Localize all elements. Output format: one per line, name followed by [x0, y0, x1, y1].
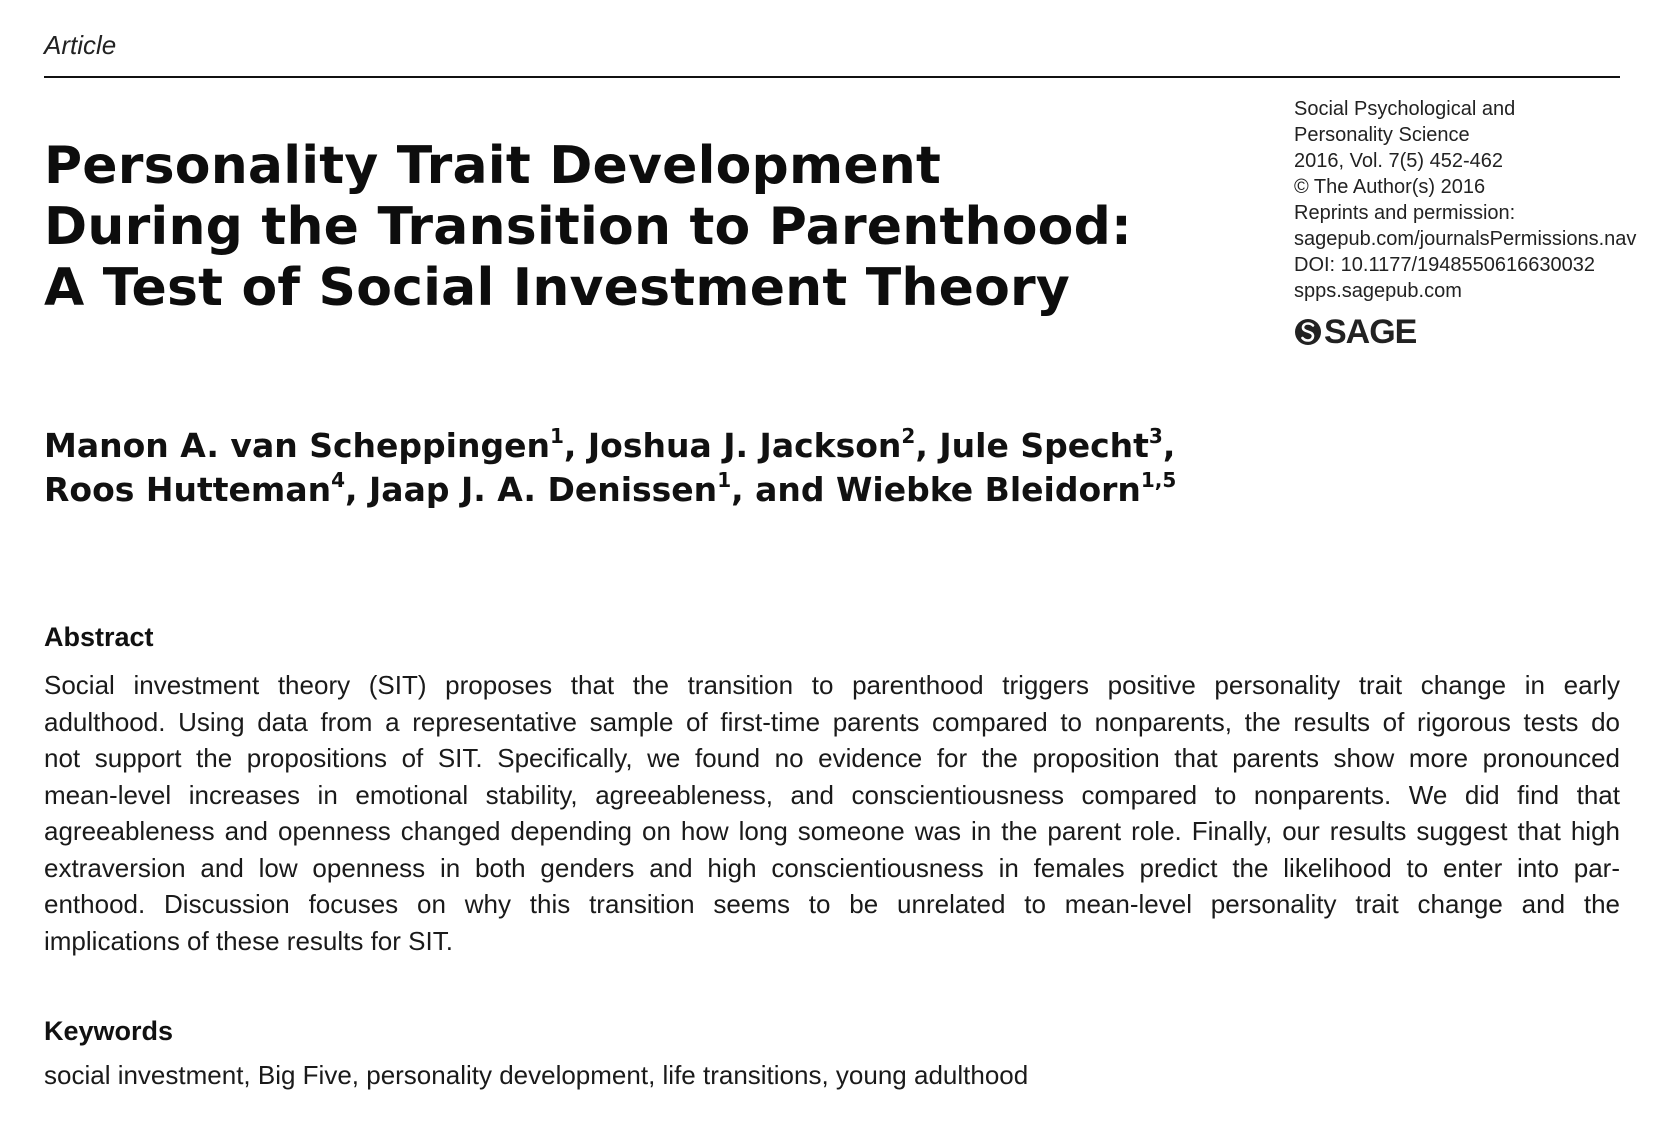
author-affiliation[interactable]: 1,5 — [1140, 468, 1177, 492]
article-type-label: Article — [44, 30, 117, 60]
abstract-line: adulthood. Using data from a representative sample of first-time parents compared to nonparents, the results of rigorous tests do — [44, 706, 1620, 737]
journal-name-line-2: Personality Science — [1294, 124, 1470, 146]
author-affiliation[interactable]: 1 — [717, 468, 732, 492]
journal-volume: 2016, Vol. 7(5) 452-462 — [1294, 150, 1504, 172]
abstract-line: not support the propositions of SIT. Specifically, we found no evidence for the proposition that parents show more pronounced — [44, 743, 1620, 773]
abstract-body — [44, 667, 1620, 959]
sage-logo-text: SAGE — [1324, 313, 1417, 351]
author-name: Jule Specht — [939, 426, 1149, 465]
author-separator: , — [345, 470, 370, 509]
author-line-1 — [44, 424, 1344, 468]
title-line-1: Personality Trait Development — [44, 136, 942, 196]
author-name: Manon A. van Scheppingen — [44, 426, 550, 465]
author-name: Roos Hutteman — [44, 470, 332, 509]
author-name: Joshua J. Jackson — [587, 426, 902, 465]
keywords-heading: Keywords — [44, 1016, 174, 1046]
author-affiliation[interactable]: 4 — [331, 468, 345, 492]
author-affiliation[interactable]: 3 — [1148, 424, 1163, 448]
author-line-2 — [44, 468, 1344, 512]
journal-name-line-1: Social Psychological and — [1294, 98, 1516, 120]
journal-reprints-label: Reprints and permission: — [1294, 202, 1516, 224]
journal-permissions-link[interactable]: sagepub.com/journalsPermissions.nav — [1294, 228, 1637, 250]
article-title — [44, 136, 1244, 319]
header-rule — [44, 76, 1620, 78]
journal-info — [1294, 96, 1637, 304]
author-separator: , — [915, 426, 940, 465]
sage-s-icon — [1294, 316, 1322, 348]
journal-copyright: © The Author(s) 2016 — [1294, 176, 1486, 198]
abstract-line: agreeableness and openness changed depending on how long someone was in the parent role. Finally, our results suggest that high — [44, 816, 1620, 846]
abstract-heading: Abstract — [44, 622, 154, 652]
journal-website[interactable]: spps.sagepub.com — [1294, 280, 1462, 302]
abstract-line: implications of these results for SIT. — [44, 925, 453, 956]
author-separator: , and — [731, 470, 837, 509]
title-line-2: During the Transition to Parenthood: — [44, 197, 1133, 257]
keywords-list: social investment, Big Five, personality development, life transitions, young adulthood — [44, 1060, 1029, 1090]
title-line-3: A Test of Social Investment Theory — [44, 258, 1070, 318]
abstract-line: extraversion and low openness in both genders and high conscientiousness in females predict the likelihood to enter into par- — [44, 852, 1620, 883]
sage-logo — [1294, 312, 1416, 352]
author-separator: , — [1162, 426, 1176, 465]
author-name: Wiebke Bleidorn — [836, 470, 1141, 509]
author-separator: , — [563, 426, 588, 465]
abstract-line: Social investment theory (SIT) proposes that the transition to parenthood triggers positive personality trait change in early — [44, 670, 1620, 700]
journal-doi[interactable]: DOI: 10.1177/1948550616630032 — [1294, 254, 1596, 276]
abstract-line: mean-level increases in emotional stability, agreeableness, and conscientiousness compared to nonparents. We did find that — [44, 779, 1620, 810]
author-affiliation[interactable]: 1 — [549, 424, 564, 448]
author-affiliation[interactable]: 2 — [901, 424, 916, 448]
author-list — [44, 424, 1344, 512]
abstract-line: enthood. Discussion focuses on why this transition seems to be unrelated to mean-level personality trait change and the — [44, 889, 1620, 919]
author-name: Jaap J. A. Denissen — [369, 470, 718, 509]
